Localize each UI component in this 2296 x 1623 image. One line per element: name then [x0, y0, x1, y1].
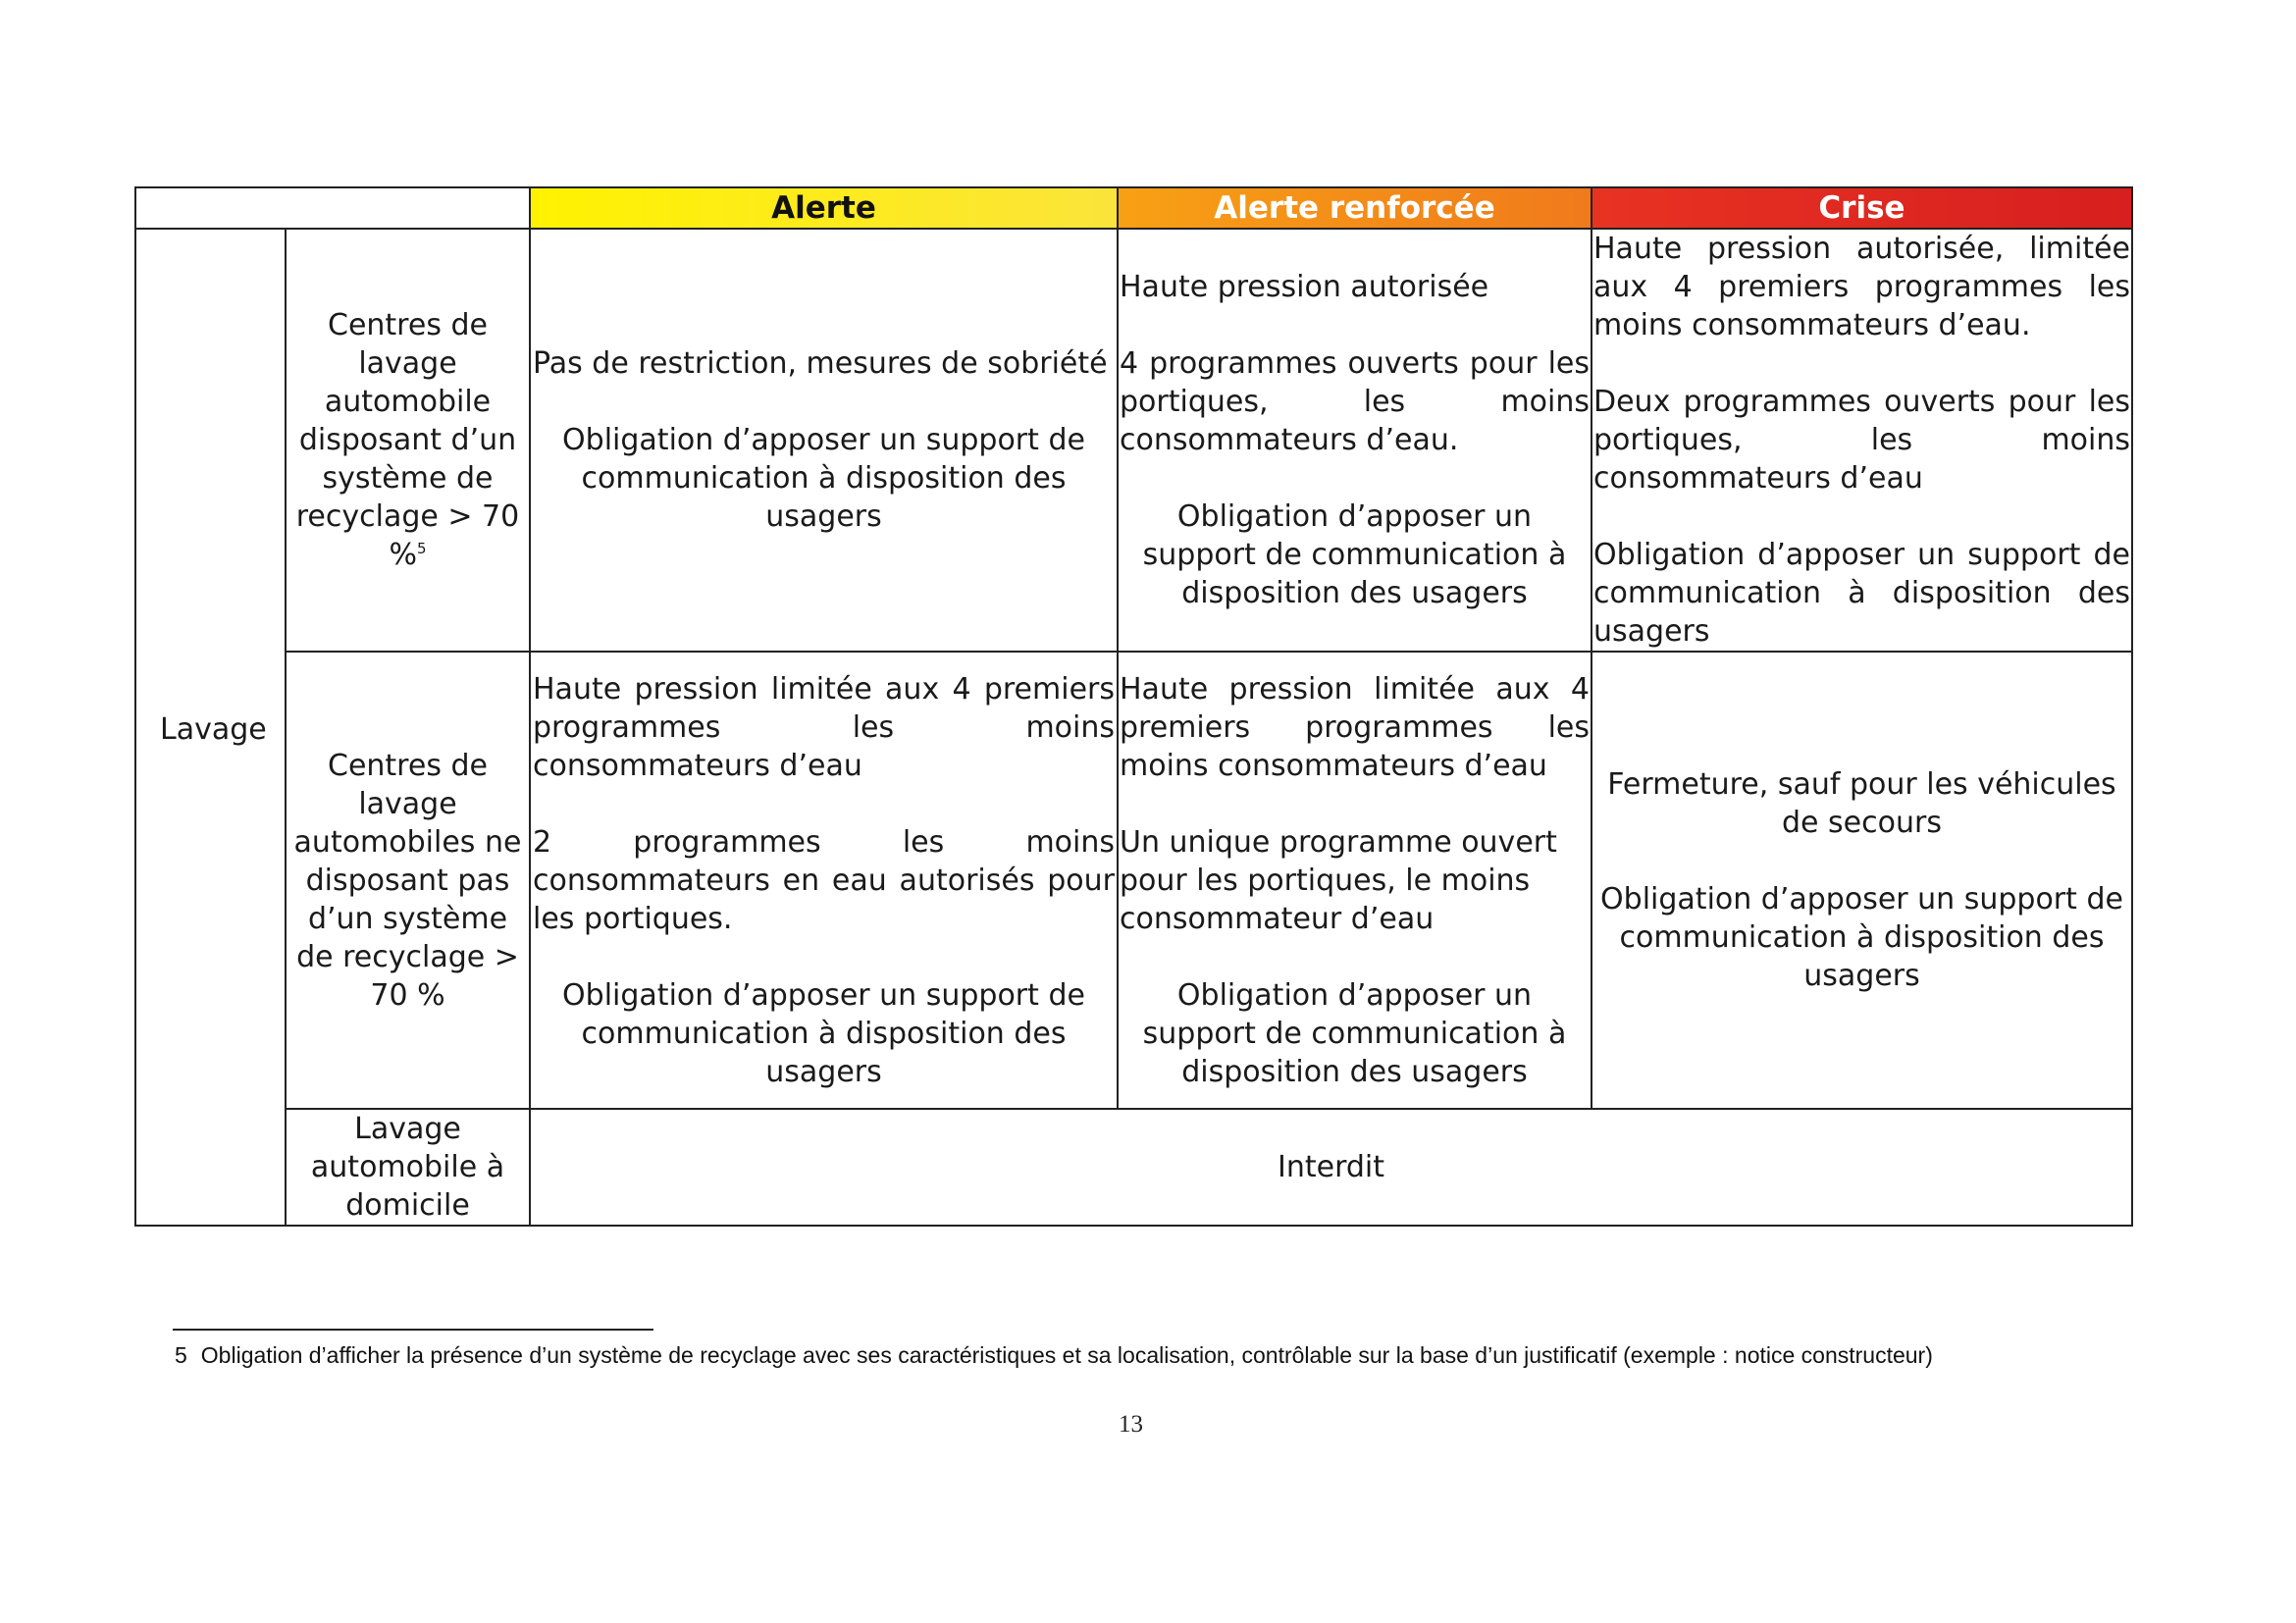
footnote-text: Obligation d’afficher la présence d’un système de recyclage avec ses caractéristiques et sa localisation, contrôlable sur la base d’un justificatif (exemple : notice constructeur) [200, 1342, 1933, 1368]
restrictions-table [134, 186, 2133, 1227]
cell-paragraph: Obligation d’apposer un support de communication à disposition des usagers [562, 977, 1085, 1089]
merged-value: Interdit [1277, 1150, 1385, 1184]
page-number: 13 [1119, 1411, 1143, 1438]
cell-merged-all-levels [530, 1109, 2132, 1226]
row-label-cell [286, 229, 530, 652]
table-row [135, 1109, 2132, 1226]
footnote-number: 5 [175, 1342, 187, 1368]
cell-paragraph: Haute pression limitée aux 4 premiers programmes les moins consommateurs d’eau [1120, 671, 1590, 783]
footnote-reference: 5 [416, 540, 427, 557]
cell-paragraph: Pas de restriction, mesures de sobriété [533, 346, 1108, 381]
header-alerte: Alerte [530, 187, 1118, 229]
row-label: Centres de lavage automobile disposant d’un système de recyclage > 70 % [295, 308, 520, 572]
cell-crise [1592, 229, 2132, 652]
row-label-cell [286, 1109, 530, 1226]
cell-paragraph: Obligation d’apposer un support de communication à disposition des usagers [1142, 977, 1567, 1089]
cell-paragraph: Haute pression autorisée [1120, 270, 1489, 304]
header-crise: Crise [1592, 187, 2132, 229]
row-label: Centres de lavage automobiles ne disposant pas d’un système de recyclage > 70 % [293, 748, 522, 1013]
cell-crise [1592, 652, 2132, 1109]
row-label-cell [286, 652, 530, 1109]
cell-paragraph: Haute pression limitée aux 4 premiers programmes les moins consommateurs d’eau [533, 671, 1115, 783]
cell-paragraph: 4 programmes ouverts pour les portiques, les moins consommateurs d’eau. [1120, 346, 1590, 457]
cell-paragraph: Obligation d’apposer un support de communication à disposition des usagers [1600, 882, 2123, 993]
cell-paragraph: Fermeture, sauf pour les véhicules de secours [1607, 767, 2116, 840]
group-label: Lavage [160, 711, 267, 747]
cell-paragraph: Un unique programme ouvert pour les portiques, le moins consommateur d’eau [1120, 824, 1557, 936]
row-label: Lavage automobile à domicile [310, 1112, 505, 1223]
header-alerte-renforcee: Alerte renforcée [1118, 187, 1592, 229]
table-row [135, 229, 2132, 652]
cell-alerte [530, 652, 1118, 1109]
table-row [135, 652, 2132, 1109]
cell-paragraph: Obligation d’apposer un support de communication à disposition des usagers [1142, 499, 1567, 610]
cell-alerte-renforcee [1118, 652, 1592, 1109]
cell-paragraph: Deux programmes ouverts pour les portiques, les moins consommateurs d’eau [1593, 385, 2130, 496]
cell-alerte-renforcee [1118, 229, 1592, 652]
footnote-separator [173, 1329, 653, 1331]
cell-alerte [530, 229, 1118, 652]
group-label-cell [135, 229, 286, 1226]
cell-paragraph: 2 programmes les moins consommateurs en eau autorisés pour les portiques. [533, 824, 1115, 936]
header-row [135, 187, 2132, 229]
cell-paragraph: Obligation d’apposer un support de communication à disposition des usagers [1593, 538, 2130, 649]
header-corner [135, 187, 530, 229]
footnote [175, 1342, 1933, 1369]
cell-paragraph: Haute pression autorisée, limitée aux 4 premiers programmes les moins consommateurs d’eau. [1593, 232, 2130, 342]
cell-paragraph: Obligation d’apposer un support de communication à disposition des usagers [562, 423, 1085, 534]
